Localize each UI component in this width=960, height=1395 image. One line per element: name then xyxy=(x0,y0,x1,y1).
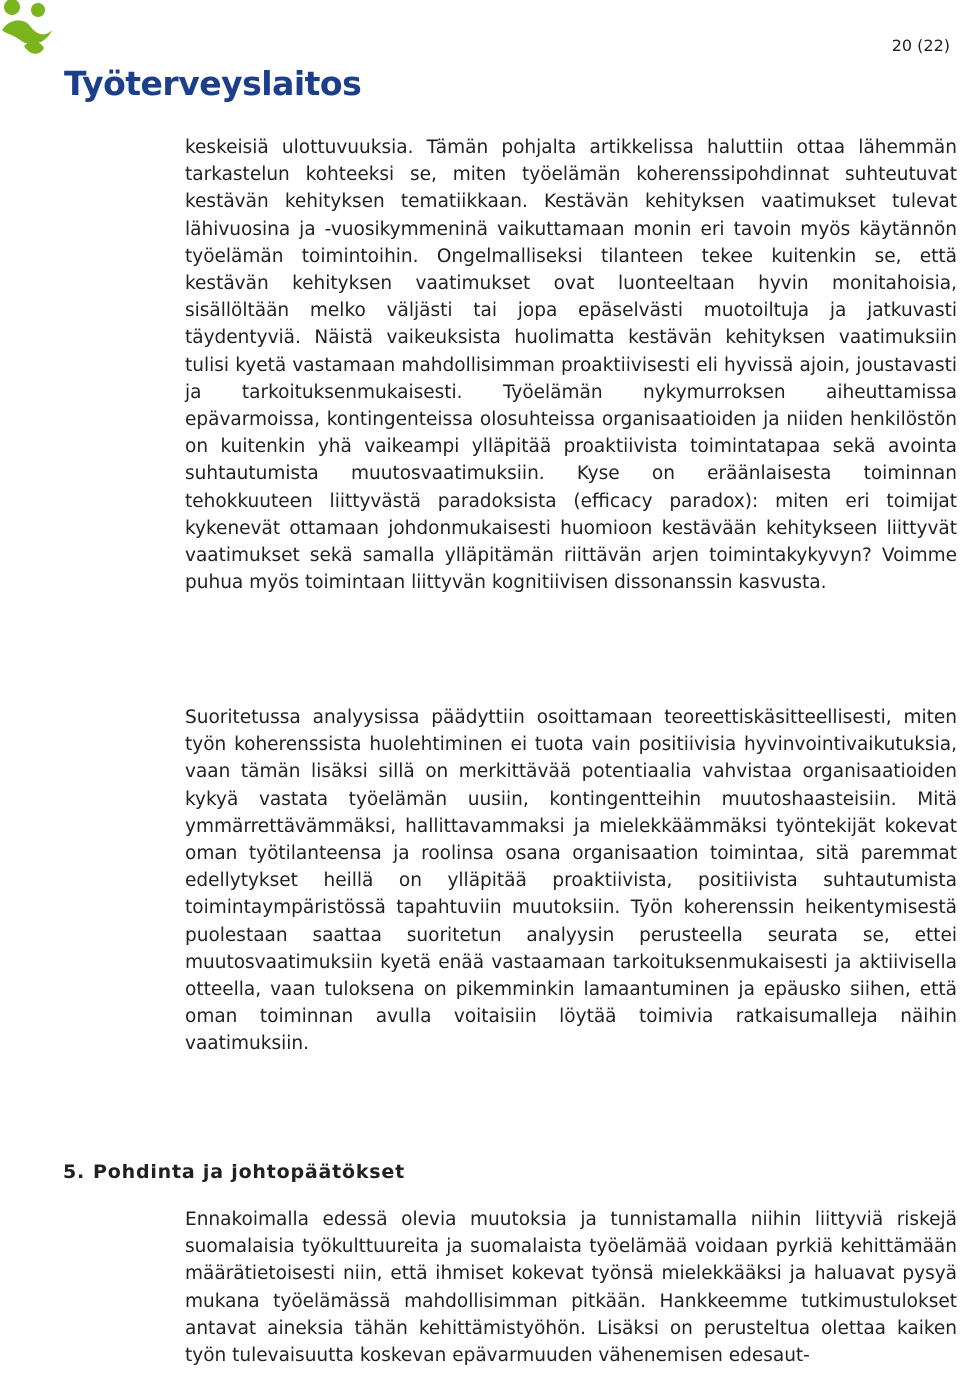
body-paragraph: keskeisiä ulottuvuuksia. Tämän pohjalta artikkelissa haluttiin ottaa lähemmän tarkastelun kohteeksi se, miten työelämän koherenssipohdinnat suhteutuvat kestävän kehityksen tematiikkaan. Kestävän kehityksen vaatimukset tulevat lähivuosina ja -vuosikymmeninä vaikuttamaan monin eri tavoin myös käytännön työelämän toimintoihin. Ongelmalliseksi tilanteen tekee kuitenkin se, että kestävän kehityksen vaatimukset ovat luonteeltaan hyvin monitahoisia, sisällöltään melko väljästi tai jopa epäselvästi muotoiltuja ja jatkuvasti täydentyviä. Näistä vaikeuksista huolimatta kestävän kehityksen vaatimuksiin tulisi kyetä vastamaan mahdollisimman proaktiivisesti eli hyvissä ajoin, joustavasti ja tarkoituksenmukaisesti. Työelämän nykymurroksen aiheuttamissa epävarmoissa, kontingenteissa olosuhteissa organisaatioiden ja niiden henkilöstön on kuitenkin yhä vaikeampi ylläpitää proaktiivista toimintatapaa sekä avointa suhtautumista muutosvaatimuksiin. Kyse on eräänlaisesta toiminnan tehokkuuteen liittyvästä paradoksista (efficacy paradox): miten eri toimijat kykenevät ottamaan johdonmukaisesti huomioon kestävään kehitykseen liittyvät vaatimukset sekä samalla ylläpitämän riittävän arjen toimintakykyvyn? Voimme puhua myös toimintaan liittyvän kognitiivisen dissonanssin kasvusta. xyxy=(185,137,957,594)
body-paragraph: Ennakoimalla edessä olevia muutoksia ja tunnistamalla niihin liittyviä riskejä suomalaisia työkulttuureita ja suomalaista työelämää voidaan pyrkiä kehittämään määrätietoisesti niin, että ihmiset kokevat työnsä mielekkääksi ja haluavat pysyä mukana työelämässä mahdollisimman pitkään. Hankkeemme tutkimustulokset antavat aineksia tähän kehittämistyöhön. Lisäksi on perusteltua olettaa kaiken työn tulevaisuutta koskevan epävarmuuden vähenemisen edesaut- xyxy=(185,1209,957,1367)
logo-mark-icon xyxy=(0,0,70,72)
logo-text: Työterveyslaitos xyxy=(64,64,362,103)
section-heading xyxy=(63,1161,405,1183)
section-number: 5. xyxy=(63,1161,86,1183)
page-number: 20 (22) xyxy=(891,36,950,55)
section-title: Pohdinta ja johtopäätökset xyxy=(93,1161,405,1183)
body-paragraph: Suoritetussa analyysissa päädyttiin osoittamaan teoreettiskäsitteellisesti, miten työn koherenssista huolehtiminen ei tuota vain positiivisia hyvinvointivaikutuksia, vaan tämän lisäksi sillä on merkittävää potentiaalia vahvistaa organisaatioiden kykyä vastata työelämän uusiin, kontingentteihin muutoshaasteisiin. Mitä ymmärrettävämmäksi, hallittavammaksi ja mielekkäämmäksi työntekijät kokevat oman työtilanteensa ja roolinsa osana organisaation toimintaa, sitä paremmat edellytykset heillä on ylläpitää proaktiivista, positiivista suhtautumista toimintaympäristössä tapahtuviin muutoksiin. Työn koherenssin heikentymisestä puolestaan saattaa suoritetun analyysin perusteella seurata se, ettei muutosvaatimuksiin kyetä enää vastaamaan tarkoituksenmukaisesti ja aktiivisella otteella, vaan tuloksena on pikemminkin lamaantuminen ja epäusko siihen, että oman toiminnan avulla voitaisiin löytää toimivia ratkaisumalleja näihin vaatimuksiin. xyxy=(185,707,957,1055)
logo xyxy=(0,0,362,110)
